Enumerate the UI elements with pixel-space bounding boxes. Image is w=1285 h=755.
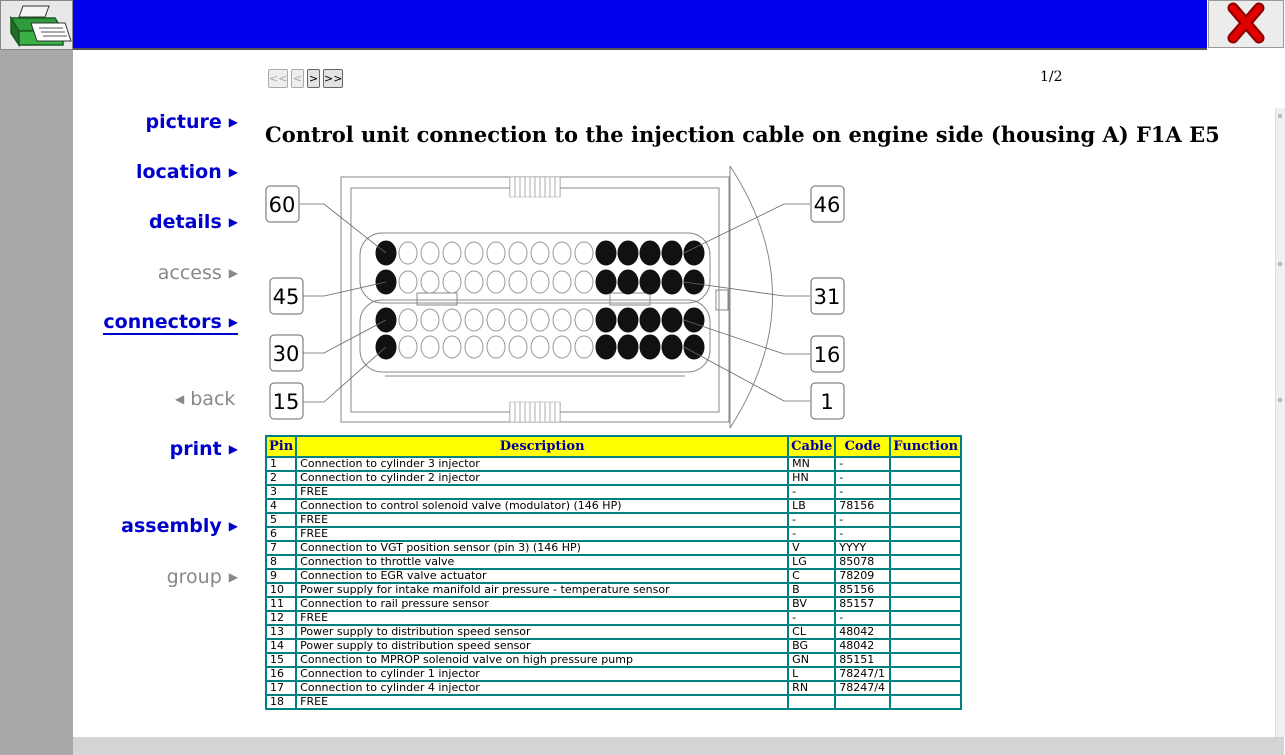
menu-group	[167, 566, 238, 588]
bottom-bar	[73, 737, 1284, 755]
cell-function	[890, 597, 961, 611]
connector-pin	[465, 309, 483, 331]
cell-code: 78247/4	[835, 681, 890, 695]
cell-pin: 12	[266, 611, 296, 625]
menu-back[interactable]	[175, 388, 235, 410]
triangle-right-icon: ▶	[228, 215, 238, 229]
connector-pin	[662, 308, 682, 332]
connector-pin	[443, 336, 461, 358]
triangle-right-icon: ▶	[228, 519, 238, 533]
cell-description: Power supply to distribution speed sensor	[296, 639, 788, 653]
connector-pin	[596, 270, 616, 294]
table-row	[266, 695, 961, 709]
cell-function	[890, 611, 961, 625]
cell-function	[890, 471, 961, 485]
cell-description: Connection to cylinder 3 injector	[296, 457, 788, 471]
connector-pin	[509, 271, 527, 293]
page-counter: 1/2	[1040, 69, 1063, 85]
cell-description: FREE	[296, 611, 788, 625]
cell-cable: CL	[788, 625, 835, 639]
cell-pin: 5	[266, 513, 296, 527]
cell-function	[890, 513, 961, 527]
table-row	[266, 457, 961, 471]
left-strip	[0, 0, 73, 755]
cell-function	[890, 485, 961, 499]
cell-code: -	[835, 611, 890, 625]
menu-assembly[interactable]	[121, 515, 238, 537]
first-page-button[interactable]: <<	[268, 69, 288, 88]
cell-pin: 1	[266, 457, 296, 471]
cell-code: 78247/1	[835, 667, 890, 681]
table-row	[266, 681, 961, 695]
top-bar-divider	[73, 48, 1207, 50]
cell-cable: V	[788, 541, 835, 555]
menu-print-label: print	[169, 438, 222, 460]
menu-access-label: access	[157, 262, 222, 284]
cell-function	[890, 457, 961, 471]
connector-pin	[421, 336, 439, 358]
cell-cable: -	[788, 527, 835, 541]
menu-location-label: location	[135, 161, 222, 183]
cell-cable: C	[788, 569, 835, 583]
triangle-right-icon: ▶	[228, 315, 238, 329]
connector-pin	[531, 336, 549, 358]
cell-cable: HN	[788, 471, 835, 485]
connector-pin	[487, 309, 505, 331]
table-row	[266, 499, 961, 513]
connector-pin	[596, 308, 616, 332]
pin-table	[265, 435, 962, 710]
menu-connectors[interactable]	[103, 311, 238, 335]
table-row	[266, 639, 961, 653]
printer-icon	[1, 1, 72, 49]
connector-pin	[575, 336, 593, 358]
menu-location[interactable]	[136, 161, 238, 183]
connector-pin	[662, 241, 682, 265]
cell-code: YYYY	[835, 541, 890, 555]
connector-pin	[421, 271, 439, 293]
pin-label-31: 31	[813, 285, 841, 309]
connector-pin	[618, 270, 638, 294]
connector-pin	[684, 335, 704, 359]
table-row	[266, 583, 961, 597]
cell-code: 85151	[835, 653, 890, 667]
cell-pin: 4	[266, 499, 296, 513]
connector-pin	[618, 241, 638, 265]
cell-code: -	[835, 457, 890, 471]
menu-access	[158, 262, 238, 284]
cell-code: 85156	[835, 583, 890, 597]
cell-pin: 17	[266, 681, 296, 695]
pin-label-1: 1	[820, 390, 834, 414]
cell-function	[890, 555, 961, 569]
top-bar	[73, 0, 1207, 48]
connector-diagram	[260, 160, 841, 435]
cell-description: Connection to EGR valve actuator	[296, 569, 788, 583]
menu-group-label: group	[166, 566, 222, 588]
cell-function	[890, 569, 961, 583]
header-pin: Pin	[266, 436, 296, 457]
connector-pin	[465, 271, 483, 293]
table-row	[266, 541, 961, 555]
table-row	[266, 653, 961, 667]
table-row	[266, 597, 961, 611]
menu-details-label: details	[149, 211, 222, 233]
connector-pin	[553, 271, 571, 293]
printer-button[interactable]	[0, 0, 73, 50]
connector-pin	[640, 335, 660, 359]
cell-pin: 13	[266, 625, 296, 639]
cell-code: 78156	[835, 499, 890, 513]
cell-function	[890, 499, 961, 513]
menu-print[interactable]	[170, 438, 238, 460]
cell-code: -	[835, 527, 890, 541]
cell-description: Connection to VGT position sensor (pin 3) (146 HP)	[296, 541, 788, 555]
connector-pin	[443, 271, 461, 293]
cell-cable: GN	[788, 653, 835, 667]
connector-pin	[443, 309, 461, 331]
connector-pin	[399, 336, 417, 358]
table-row	[266, 667, 961, 681]
cell-function	[890, 667, 961, 681]
table-row	[266, 555, 961, 569]
cell-code: -	[835, 513, 890, 527]
close-button[interactable]	[1208, 0, 1284, 48]
connector-pin	[465, 336, 483, 358]
menu-details[interactable]	[149, 211, 238, 233]
header-cable: Cable	[788, 436, 835, 457]
cell-pin: 18	[266, 695, 296, 709]
cell-code: 85157	[835, 597, 890, 611]
connector-pin	[531, 242, 549, 264]
menu-back-label: back	[190, 388, 236, 410]
connector-pin	[575, 271, 593, 293]
connector-pin	[640, 241, 660, 265]
cell-pin: 3	[266, 485, 296, 499]
cell-function	[890, 695, 961, 709]
cell-pin: 7	[266, 541, 296, 555]
connector-pin	[465, 242, 483, 264]
cell-cable: LG	[788, 555, 835, 569]
cell-description: Connection to control solenoid valve (modulator) (146 HP)	[296, 499, 788, 513]
connector-pin	[575, 309, 593, 331]
triangle-right-icon: ▶	[228, 442, 238, 456]
connector-pin	[487, 336, 505, 358]
connector-pin	[618, 335, 638, 359]
cell-code: 48042	[835, 625, 890, 639]
cell-function	[890, 653, 961, 667]
triangle-right-icon: ▶	[228, 165, 238, 179]
connector-pin	[553, 309, 571, 331]
vertical-scrollbar[interactable]	[1275, 108, 1285, 737]
cell-function	[890, 681, 961, 695]
connector-pin	[553, 242, 571, 264]
cell-function	[890, 541, 961, 555]
connector-pin	[553, 336, 571, 358]
cell-pin: 14	[266, 639, 296, 653]
menu-picture-label: picture	[145, 111, 222, 133]
connector-pin	[662, 335, 682, 359]
connector-pin	[575, 242, 593, 264]
connector-pin	[531, 309, 549, 331]
cell-cable: BG	[788, 639, 835, 653]
menu-picture[interactable]	[146, 111, 238, 133]
cell-description: Connection to cylinder 2 injector	[296, 471, 788, 485]
page-title: Control unit connection to the injection cable on engine side (housing A) F1A E5	[265, 122, 1220, 147]
next-page-button[interactable]: >	[307, 69, 320, 88]
connector-pin	[487, 242, 505, 264]
connector-pin	[509, 242, 527, 264]
cell-function	[890, 625, 961, 639]
table-header-row	[266, 436, 961, 457]
cell-pin: 10	[266, 583, 296, 597]
cell-description: Power supply for intake manifold air pressure - temperature sensor	[296, 583, 788, 597]
cell-cable	[788, 695, 835, 709]
last-page-button[interactable]: >>	[323, 69, 343, 88]
cell-cable: L	[788, 667, 835, 681]
cell-pin: 11	[266, 597, 296, 611]
cell-pin: 16	[266, 667, 296, 681]
connector-pin	[596, 241, 616, 265]
connector-pin	[443, 242, 461, 264]
cell-pin: 9	[266, 569, 296, 583]
table-row	[266, 625, 961, 639]
connector-pin	[662, 270, 682, 294]
triangle-left-icon: ◀	[175, 392, 185, 406]
cell-function	[890, 639, 961, 653]
cell-function	[890, 583, 961, 597]
cell-cable: -	[788, 485, 835, 499]
cell-description: FREE	[296, 513, 788, 527]
cell-code: -	[835, 485, 890, 499]
cell-pin: 8	[266, 555, 296, 569]
connector-pin	[399, 242, 417, 264]
connector-pin	[531, 271, 549, 293]
connector-pin	[399, 309, 417, 331]
cell-description: FREE	[296, 527, 788, 541]
header-function: Function	[890, 436, 961, 457]
connector-pin	[684, 308, 704, 332]
pin-label-15: 15	[272, 390, 300, 414]
cell-code: 85078	[835, 555, 890, 569]
menu-connectors-label: connectors	[103, 311, 222, 333]
table-row	[266, 485, 961, 499]
connector-pin	[509, 336, 527, 358]
cell-code: 48042	[835, 639, 890, 653]
cell-pin: 15	[266, 653, 296, 667]
table-row	[266, 527, 961, 541]
cell-cable: MN	[788, 457, 835, 471]
table-row	[266, 611, 961, 625]
cell-cable: BV	[788, 597, 835, 611]
header-description: Description	[296, 436, 788, 457]
connector-pin	[509, 309, 527, 331]
cell-cable: B	[788, 583, 835, 597]
prev-page-button[interactable]: <	[291, 69, 304, 88]
table-row	[266, 569, 961, 583]
pin-label-16: 16	[813, 343, 841, 367]
connector-pin	[640, 270, 660, 294]
cell-pin: 2	[266, 471, 296, 485]
pin-label-46: 46	[813, 193, 841, 217]
cell-code: -	[835, 471, 890, 485]
cell-description: FREE	[296, 695, 788, 709]
triangle-right-icon: ▶	[228, 115, 238, 129]
cell-description: Connection to throttle valve	[296, 555, 788, 569]
cell-description: Connection to cylinder 1 injector	[296, 667, 788, 681]
cell-function	[890, 527, 961, 541]
connector-pin	[684, 270, 704, 294]
cell-cable: -	[788, 513, 835, 527]
table-row	[266, 513, 961, 527]
pin-label-60: 60	[268, 193, 296, 217]
table-row	[266, 471, 961, 485]
cell-cable: RN	[788, 681, 835, 695]
pin-label-30: 30	[272, 342, 300, 366]
cell-description: Connection to MPROP solenoid valve on high pressure pump	[296, 653, 788, 667]
cell-cable: -	[788, 611, 835, 625]
triangle-right-icon: ▶	[228, 570, 238, 584]
connector-pin	[421, 309, 439, 331]
connector-pin	[618, 308, 638, 332]
cell-code	[835, 695, 890, 709]
cell-description: Power supply to distribution speed sensor	[296, 625, 788, 639]
cell-description: Connection to cylinder 4 injector	[296, 681, 788, 695]
pin-label-45: 45	[272, 285, 300, 309]
connector-pin	[596, 335, 616, 359]
connector-pin	[421, 242, 439, 264]
cell-description: Connection to rail pressure sensor	[296, 597, 788, 611]
cell-description: FREE	[296, 485, 788, 499]
connector-pin	[487, 271, 505, 293]
triangle-right-icon: ▶	[228, 266, 238, 280]
pin-table-body	[266, 457, 961, 709]
cell-pin: 6	[266, 527, 296, 541]
close-x-icon	[1209, 1, 1283, 47]
connector-pin	[640, 308, 660, 332]
connector-pin	[399, 271, 417, 293]
cell-cable: LB	[788, 499, 835, 513]
header-code: Code	[835, 436, 890, 457]
cell-code: 78209	[835, 569, 890, 583]
menu-assembly-label: assembly	[121, 515, 222, 537]
